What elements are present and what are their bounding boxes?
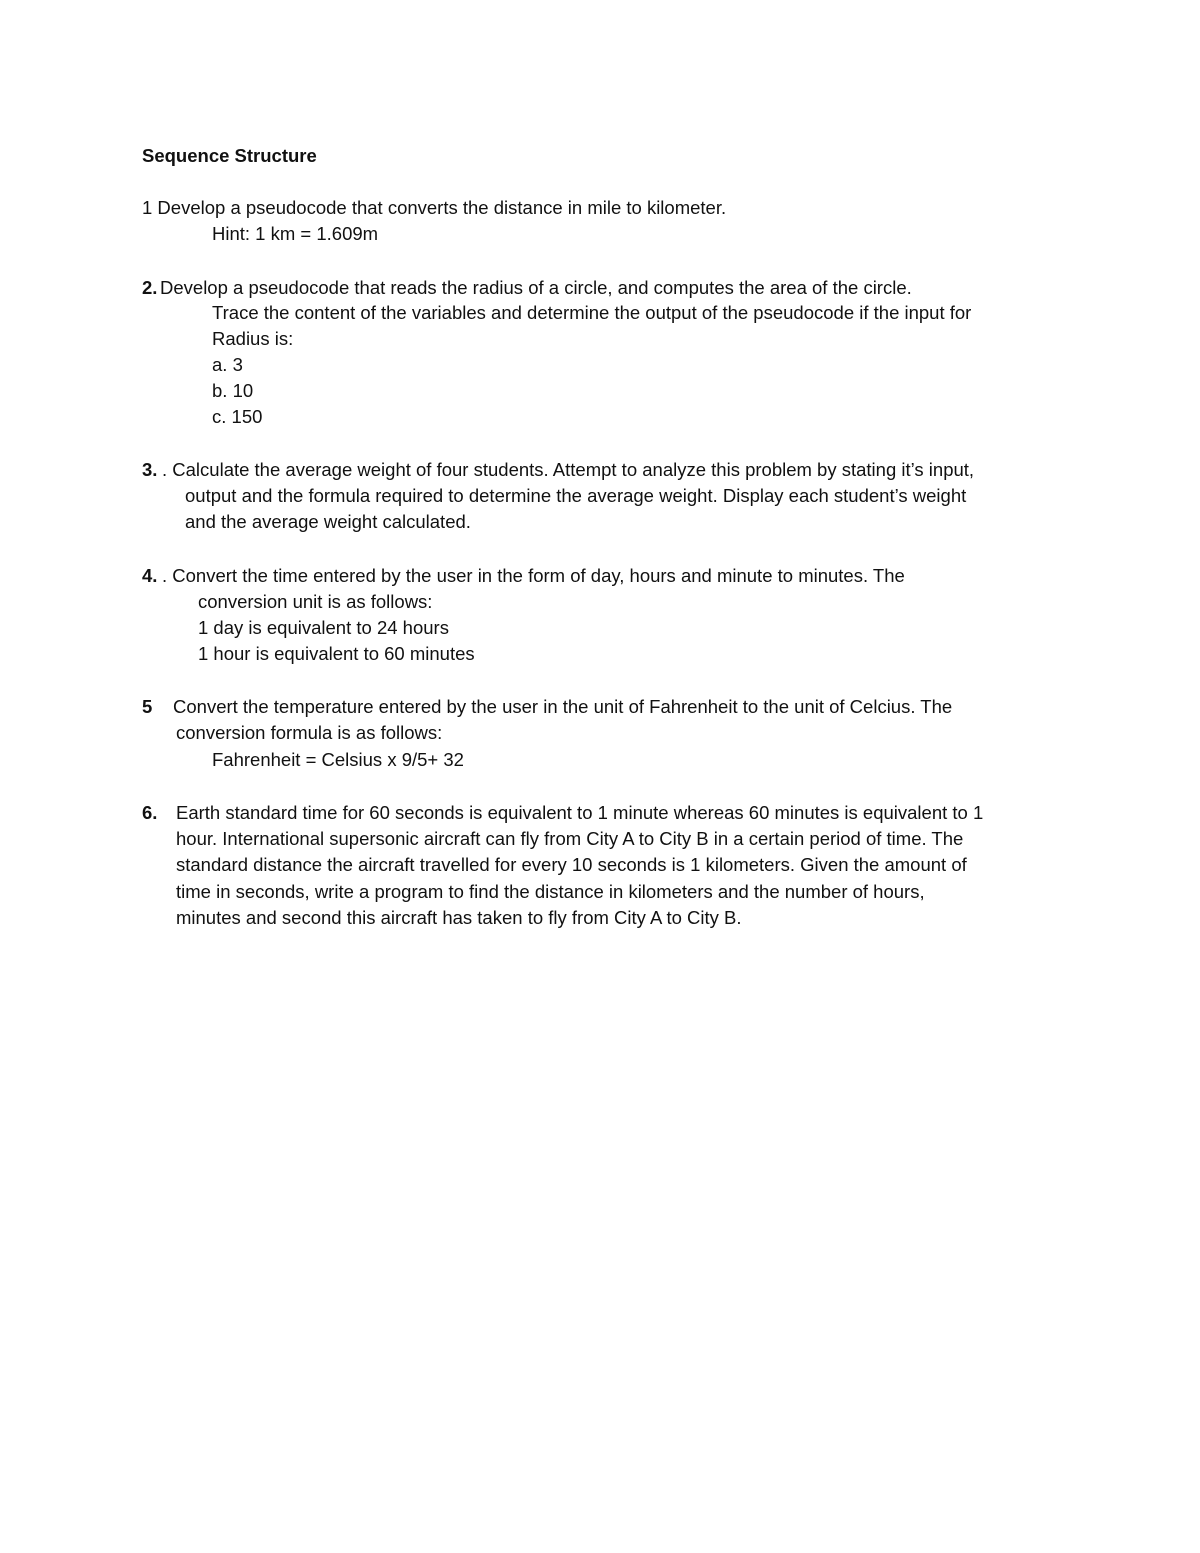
question-1-hint: Hint: 1 km = 1.609m bbox=[212, 223, 379, 244]
question-2-text: Develop a pseudocode that reads the radius of a circle, and computes the area of the circle. bbox=[160, 277, 912, 298]
question-3-line3: and the average weight calculated. bbox=[185, 511, 471, 532]
question-4-line3: 1 day is equivalent to 24 hours bbox=[198, 617, 449, 638]
question-1-text: 1 Develop a pseudocode that converts the distance in mile to kilometer. bbox=[142, 197, 727, 218]
document-title: Sequence Structure bbox=[142, 145, 317, 166]
question-6-line2: hour. International supersonic aircraft can fly from City A to City B in a certain period of time. The bbox=[176, 828, 964, 849]
question-2-option-a: a. 3 bbox=[212, 354, 243, 375]
question-2-trace-line1 bbox=[212, 300, 1057, 326]
question-4-line2: conversion unit is as follows: bbox=[198, 591, 433, 612]
question-3-line1: . Calculate the average weight of four students. Attempt to analyze this problem by stating it’s input, bbox=[162, 459, 975, 480]
question-3-number: 3. bbox=[142, 459, 158, 480]
question-4-number: 4. bbox=[142, 565, 158, 586]
question-3-line2: output and the formula required to determine the average weight. Display each student’s weight bbox=[185, 485, 967, 506]
question-6-number: 6. bbox=[142, 802, 158, 823]
question-5-line2: conversion formula is as follows: bbox=[176, 722, 443, 743]
question-4-line1: . Convert the time entered by the user in the form of day, hours and minute to minutes. The bbox=[162, 565, 905, 586]
question-2-option-c: c. 150 bbox=[212, 406, 263, 427]
question-4-line4: 1 hour is equivalent to 60 minutes bbox=[198, 643, 475, 664]
question-2-number: 2. bbox=[142, 277, 158, 298]
question-6-line5: minutes and second this aircraft has taken to fly from City A to City B. bbox=[176, 907, 742, 928]
question-6-line3: standard distance the aircraft travelled for every 10 seconds is 1 kilometers. Given the amount of bbox=[176, 854, 967, 875]
question-5-formula: Fahrenheit = Celsius x 9/5+ 32 bbox=[212, 749, 464, 770]
question-5-line1: Convert the temperature entered by the user in the unit of Fahrenheit to the unit of Celcius. The bbox=[173, 696, 953, 717]
question-2-option-b: b. 10 bbox=[212, 380, 254, 401]
question-2-trace-line2: Radius is: bbox=[212, 328, 294, 349]
question-5-number: 5 bbox=[142, 696, 153, 717]
question-2-trace-line1-text: Trace the content of the variables and determine the output of the pseudocode if the input for bbox=[212, 302, 972, 323]
question-6-line1: Earth standard time for 60 seconds is equivalent to 1 minute whereas 60 minutes is equivalent to 1 bbox=[176, 802, 984, 823]
question-6-line4: time in seconds, write a program to find the distance in kilometers and the number of hours, bbox=[176, 881, 925, 902]
